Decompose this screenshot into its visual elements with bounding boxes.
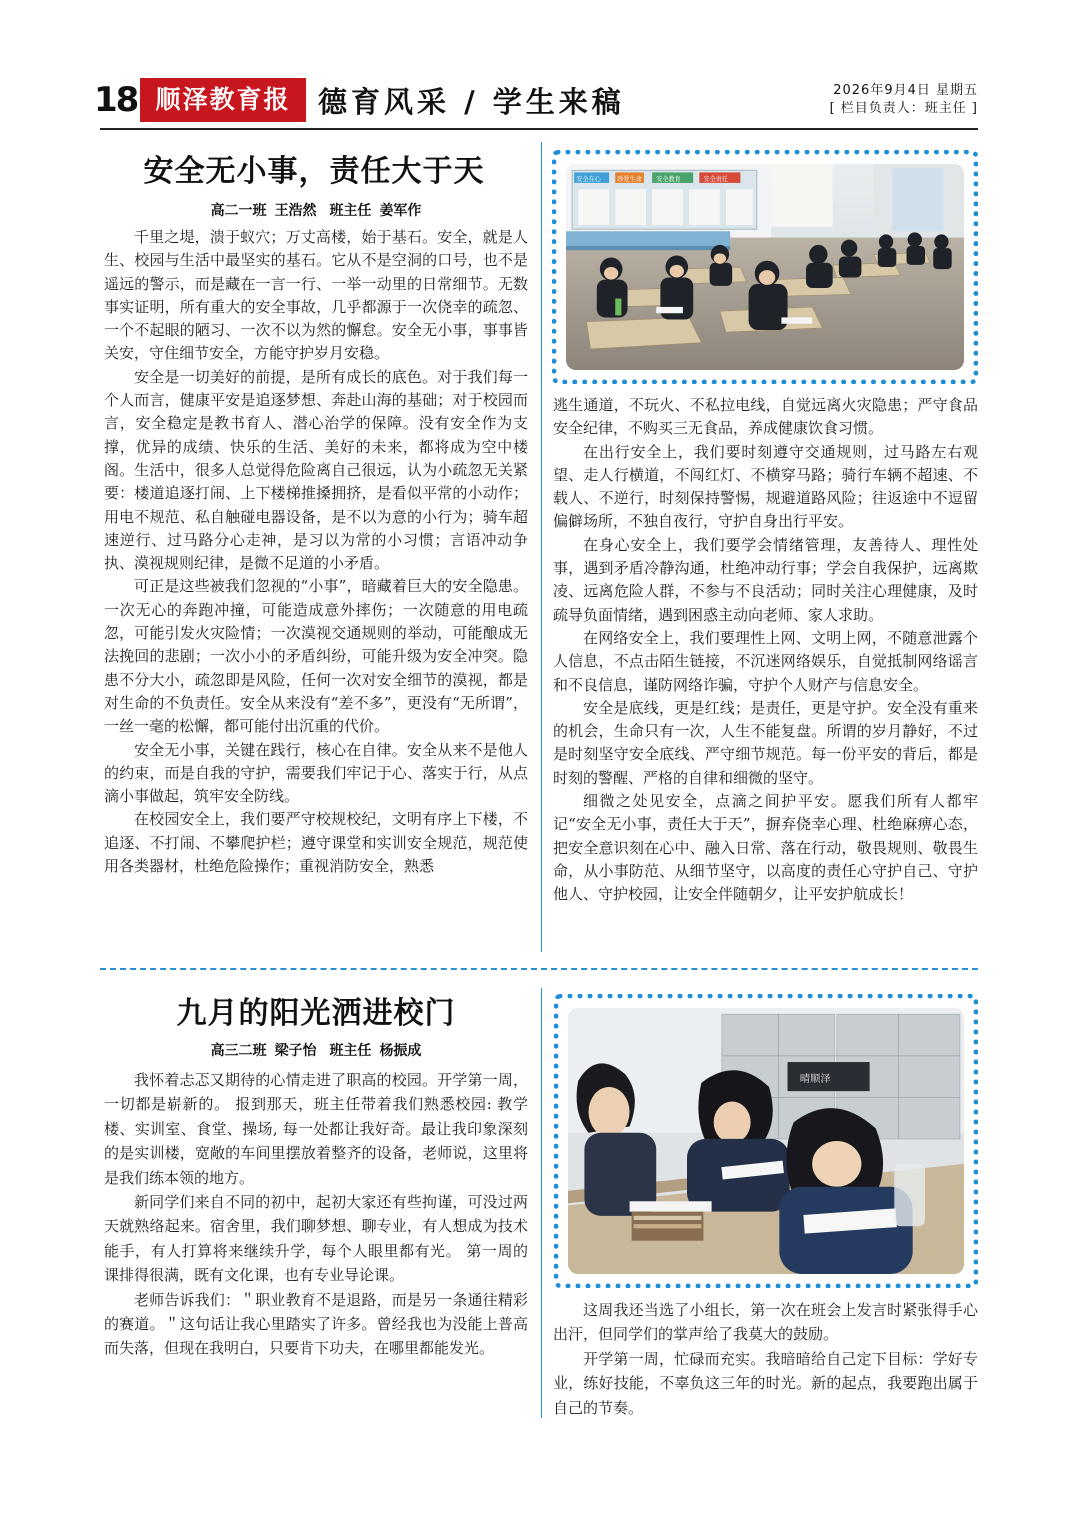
article1-teacher: 姜军作 [379,203,422,219]
article2-title: 九月的阳光洒进校门 [176,996,456,1031]
article1-paragraph: 安全无小事，关键在践行，核心在自律。安全从来不是他人的约束，而是自我的守护，需要我们牢记于心、落实于行，从点滴小事做起，筑牢安全防线。 [104,740,528,806]
article2-class: 高三二班 [210,1043,267,1059]
article2-paragraph: 这周我还当选了小组长，第一次在班会上发言时紧张得手心出汗，但同学们的掌声给了我莫大的鼓励。 [553,1301,978,1344]
page-number: 18 [94,80,138,120]
article1-byline [104,200,528,220]
wall-sign: 安全责任 [703,175,729,183]
article1-class: 高二一班 [210,203,267,219]
students-writing-photo [568,1008,964,1274]
wall-sign: 安全在心 [576,175,601,183]
article1-paragraph: 可正是这些被我们忽视的“小事”，暗藏着巨大的安全隐患。一次无心的奔跑冲撞，可能造成意外摔伤；一次随意的用电疏忽，可能引发火灾险情；一次漠视交通规则的举动，可能酿成无法挽回的悲剧；一次小小的矛盾纠纷，可能升级为安全冲突。隐患不分大小，疏忽即是风险，任何一次对安全细节的漠视，都是对生命的不负责任。安全从来没有“差不多”，更没有“无所谓”，一丝一毫的松懈，都可能付出沉重的代价。 [104,577,528,736]
newspaper-brand-logo: 顺泽教育报 [140,78,306,122]
classroom-safety-photo [566,164,964,370]
article2-byline [104,1040,528,1060]
article1-paragraph: 千里之堤，溃于蚁穴；万丈高楼，始于基石。安全，就是人生、校园与生活中最坚实的基石。它从不是空洞的口号，也不是遥远的警示，而是藏在一言一行、一举一动里的日常细节。无数事实证明，所有重大的安全事故，几乎都源于一次侥幸的疏忽、一个不起眼的陋习、一次不以为然的懈怠。安全无小事，事事皆关安，守住细节安全，方能守护岁月安稳。 [104,228,528,363]
article2-teacher-label: 班主任 [329,1043,372,1059]
article1-author: 王浩然 [274,203,317,219]
issue-meta [830,82,978,118]
article1-paragraph: 在身心安全上，我们要学会情绪管理，友善待人、理性处事，遇到矛盾冷静沟通，杜绝冲动行事；学会自我保护，远离欺凌、远离危险人群，不参与不良活动；同时关注心理健康，及时疏导负面情绪，遇到困惑主动向老师、家人求助。 [553,535,978,624]
article2-paragraph: 老师告诉我们：＂职业教育不是退路，而是另一条通往精彩的赛道。＂这句话让我心里踏实了许多。曾经我也为没能上普高而失落，但现在我明白，只要肯下功夫，在哪里都能发光。 [104,1290,528,1358]
students-scene-image [568,1008,964,1274]
article2-right-column [553,1298,978,1420]
article1-paragraph: 在出行安全上，我们要时刻遵守交通规则，过马路左右观望、走人行横道，不闯红灯、不横穿马路；骑行车辆不超速、不载人、不逆行，时刻保持警惕，规避道路风险；往返途中不逗留偏僻场所，不独自夜行，守护自身出行平安。 [553,442,978,531]
issue-date: 2026年9月4日 星期五 [833,83,978,98]
article2-teacher: 杨振成 [379,1043,422,1059]
article1-teacher-label: 班主任 [329,203,372,219]
column-editor: [ 栏目负责人：班主任 ] [829,101,978,116]
article1-title: 安全无小事，责任大于天 [143,154,485,189]
masthead [94,78,978,130]
classroom-scene-image [566,164,964,370]
article2-left-column [104,1068,528,1361]
article1-paragraph: 在网络安全上，我们要理性上网、文明上网，不随意泄露个人信息，不点击陌生链接，不沉迷网络娱乐，自觉抵制网络谣言和不良信息，谨防网络诈骗，守护个人财产与信息安全。 [553,628,978,694]
masthead-rule [100,128,978,130]
column-divider [541,988,542,1418]
article2-paragraph: 开学第一周，忙碌而充实。我暗暗给自己定下目标：学好专业，练好技能，不辜负这三年的时光。新的起点，我要跑出属于自己的节奏。 [553,1349,978,1417]
article1-paragraph: 细微之处见安全，点滴之间护平安。愿我们所有人都牢记“安全无小事，责任大于天”，摒弃侥幸心理、杜绝麻痹心态，把安全意识刻在心中、融入日常、落在行动，敬畏规则、敬畏生命，从小事防范、从细节坚守，以高度的责任心守护自己、守护他人、守护校园，让安全伴随朝夕，让平安护航成长！ [553,792,978,904]
article2-photo-frame [554,994,978,1288]
section-title: 德育风采 / 学生来稿 [318,85,625,119]
article1-paragraph: 安全是一切美好的前提，是所有成长的底色。对于我们每一个人而言，健康平安是追逐梦想、奔赴山海的基础；对于校园而言，安全稳定是教书育人、潜心治学的保障。没有安全作为支撑，优异的成绩、快乐的生活、美好的未来，都将成为空中楼阁。生活中，很多人总觉得危险离自己很远，认为小疏忽无关紧要：楼道追逐打闹、上下楼梯推搡拥挤，是看似平常的小动作；用电不规范、私自触碰电器设备，是不以为意的小行为；骑车超速逆行、过马路分心走神，是习以为常的小习惯；言语冲动争执、漠视规则纪律，是微不足道的小矛盾。 [104,367,528,573]
article2-author: 梁子怡 [274,1043,317,1059]
article1-paragraph-continued: 逃生通道，不玩火、不私拉电线，自觉远离火灾隐患；严守食品安全纪律，不购买三无食品，养成健康饮食习惯。 [553,396,978,438]
article2-paragraph: 新同学们来自不同的初中，起初大家还有些拘谨，可没过两天就熟络起来。宿舍里，我们聊梦想、聊专业，有人想成为技术能手，有人打算将来继续升学，每个人眼里都有光。 第一周的课排得很满，既有文化课，也有专业导论课。 [104,1193,528,1285]
article1-right-column [553,394,978,907]
article1-photo-frame [552,150,978,384]
article1-paragraph: 在校园安全上，我们要严守校规校纪，文明有序上下楼，不追逐、不打闹、不攀爬护栏；遵守课堂和实训安全规范，规范使用各类器材，杜绝危险操作；重视消防安全，熟悉 [104,810,528,876]
article2-paragraph: 我怀着忐忑又期待的心情走进了职高的校园。开学第一周，一切都是崭新的。 报到那天，班主任带着我们熟悉校园: 教学楼、实训室、食堂、操场, 每一处都让我好奇。最让我印象深刻的是实训楼，宽敞的车间里摆放着整齐的设备，老师说，这里将是我们练本领的地方。 [104,1071,528,1187]
column-divider [541,142,542,952]
bag-text: 晴顺泽 [799,1072,831,1085]
wall-sign: 安全教育 [656,175,681,183]
article1-paragraph: 安全是底线，更是红线；是责任，更是守护。安全没有重来的机会，生命只有一次，人生不能复盘。所谓的岁月静好，不过是时刻坚守安全底线、严守细节规范。每一份平安的背后，都是时刻的警醒、严格的自律和细微的坚守。 [553,698,978,787]
article1-left-column [104,226,528,878]
article-divider [100,968,978,970]
wall-sign: 珍爱生命 [617,175,642,183]
